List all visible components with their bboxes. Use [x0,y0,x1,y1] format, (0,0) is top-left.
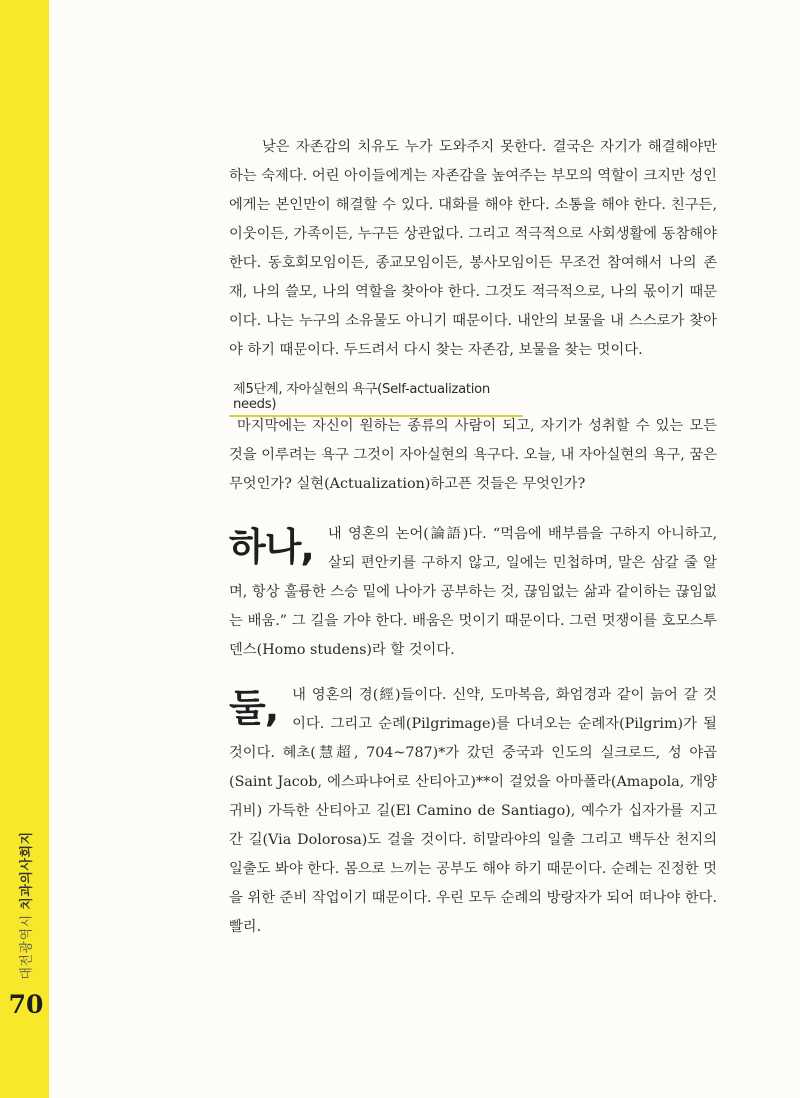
journal-title [8,830,42,980]
paragraph-self-esteem: 낮은 자존감의 치유도 누가 도와주지 못한다. 결국은 자기가 해결해야만 하는 숙제다. 어린 아이들에게는 자존감을 높여주는 부모의 역할이 크지만 성인에게는 본인만이 해결할 수 있다. 대화를 해야 한다. 소통을 해야 한다. 친구든, 이웃이든, 가족이든, 누구든 상관없다. 그리고 적극적으로 사회생활에 동참해야 한다. 동호회모임이든, 종교모임이든, 봉사모임이든 무조건 참여해서 나의 존재, 나의 쓸모, 나의 역할을 찾아야 한다. 그것도 적극적으로, 나의 몫이기 때문이다. 나는 누구의 소유물도 아니기 때문이다. 내안의 보물을 내 스스로가 찾아야 하기 때문이다. 두드려서 다시 찾는 자존감, 보물을 찾는 멋이다. [229,139,717,358]
section-heading: 제5단계, 자아실현의 욕구(Self-actualization needs) [229,378,523,417]
item-two-text: 내 영혼의 경(經)들이다. 신약, 도마복음, 화엄경과 같이 늙어 갈 것이다. 그리고 순례(Pilgrimage)를 다녀오는 순례자(Pilgrim)가 될 것이다. 혜초(慧超, 704~787)*가 갔던 중국과 인도의 실크로드, 성 야곱(Saint Jacob, 에스파냐어로 산티아고)**이 걸었을 아마폴라(Amapola, 개양귀비) 가득한 산티아고 길(El Camino de Santiago), 예수가 십자가를 지고 간 길(Via Dolorosa)도 걸을 것이다. 히말라야의 일출 그리고 백두산 천지의 일출도 봐야 한다. 몸으로 느끼는 공부도 해야 하기 때문이다. 순례는 진정한 멋을 위한 준비 작업이기 때문이다. 우린 모두 순례의 방랑자가 되어 떠나야 한다. 빨리. [229,687,717,935]
item-two-marker: 둘, [229,686,279,730]
item-one-text: 내 영혼의 논어(論語)다. “먹음에 배부름을 구하지 아니하고, 살되 편안키를 구하지 않고, 일에는 민첩하며, 말은 삼갈 줄 알며, 항상 훌륭한 스승 밑에 나아가 공부하는 것, 끊임없는 삶과 같이하는 끊임없는 배움.” 그 길을 가야 한다. 배움은 멋이기 때문이다. 그런 멋쟁이를 호모스투덴스(Homo studens)라 할 것이다. [229,526,717,658]
organization-label: 치과의사회지 [19,830,35,910]
paragraph-self-actualization: 마지막에는 자신이 원하는 종류의 사람이 되고, 자기가 성취할 수 있는 모든 것을 이루려는 욕구 그것이 자아실현의 욕구다. 오늘, 내 자아실현의 욕구, 꿈은 무엇인가? 실현(Actualization)하고픈 것들은 무엇인가? [229,418,717,492]
page-number: 70 [8,990,44,1019]
region-label: 대전광역시 [19,913,35,980]
item-one [229,520,717,665]
item-two [229,681,717,942]
item-one-marker: 하나, [229,525,314,569]
